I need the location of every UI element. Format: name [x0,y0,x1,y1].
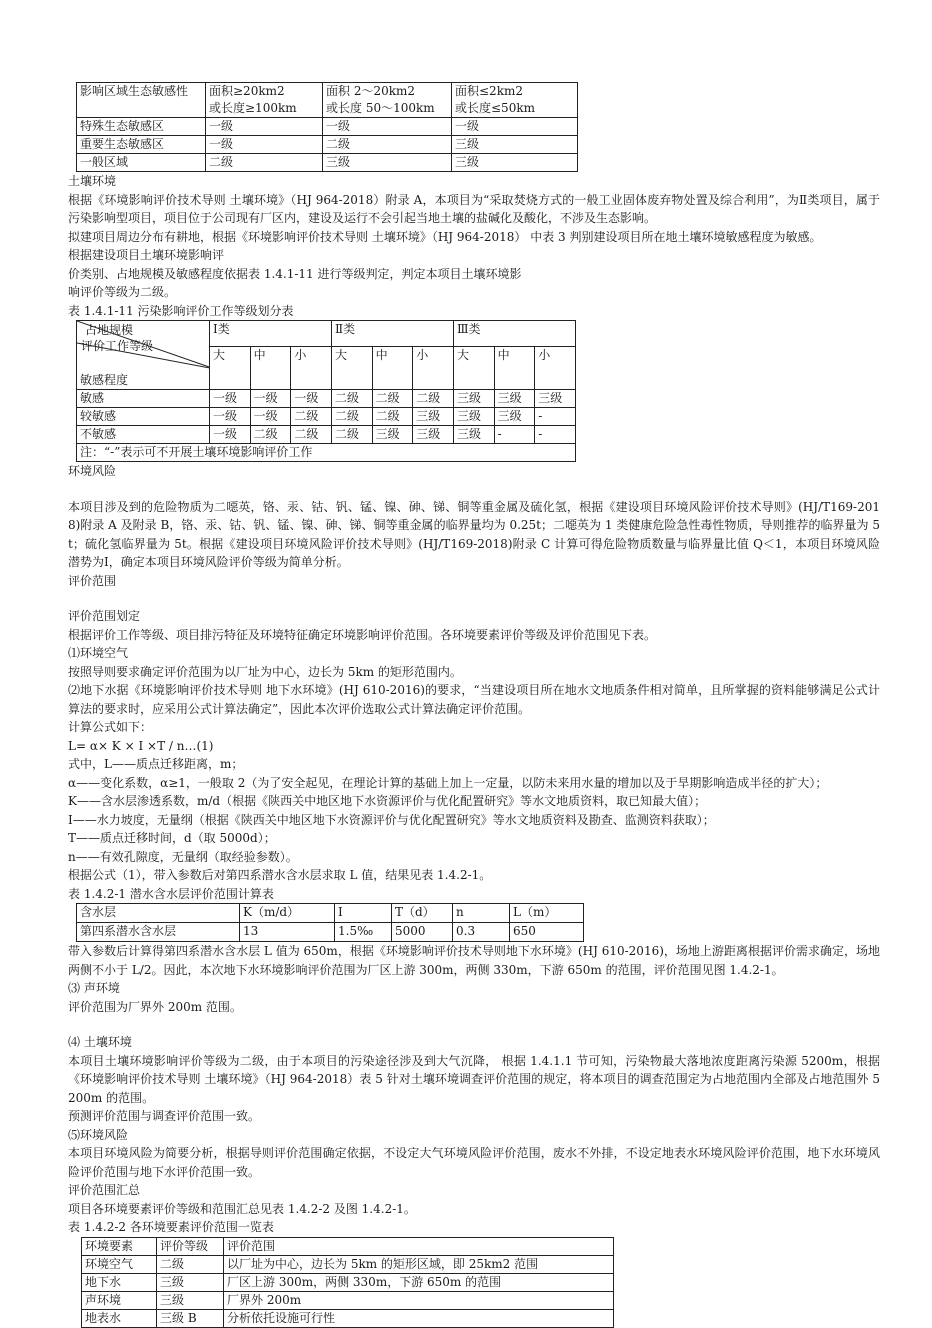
table-cell: 一级 [250,390,291,408]
table-header-cell: Ⅱ类 [331,321,453,347]
table-row [77,390,576,408]
diag-label-top: 占地规模 [85,323,134,337]
table-cell: 环境空气 [82,1255,157,1273]
table-header-cell: T（d） [392,904,453,923]
table-cell: 特殊生态敏感区 [77,118,206,136]
table-cell: 第四系潜水含水层 [77,923,240,942]
paragraph: 项目各环境要素评价等级和范围汇总见表 1.4.2-2 及图 1.4.2-1。 [68,1201,416,1216]
table-caption: 表 1.4.2-1 潜水含水层评价范围计算表 [68,886,274,901]
table-cell: 分析依托设施可行性 [224,1309,614,1327]
table-header-cell: Ⅲ类 [453,321,575,347]
table-header-cell: 面积≥20km2 或长度≥100km [206,83,323,118]
item-heading-soil: ⑷ 土壤环境 [68,1035,132,1049]
paragraph: 带入参数后计算得第四系潜水含水层 L 值为 650m，根据《环境影响评价技术导则地下水环境》(HJ 610-2016)，场地上游距离根据评价需求确定，场地两侧不小于 L/2。因此，本次地下水环境影响评价范围为厂区上游 300m，两侧 330m，下游 650m 的范围，评价范围见图 1.4.2-1。 [68,944,880,977]
table-cell: 三级 [453,390,494,408]
item-heading-noise: ⑶ 声环境 [68,981,120,995]
table-header-cell: 小 [413,347,454,390]
definition: K——含水层渗透系数，m/d（根据《陕西关中地区地下水资源评价与优化配置研究》等水文地质资料，取已知最大值）； [68,794,707,808]
item-heading-air: ⑴环境空气 [68,646,129,660]
table-cell: 一级 [250,408,291,426]
table-cell: 二级 [157,1255,224,1273]
table-cell: 重要生态敏感区 [77,136,206,154]
paragraph: 本项目土壤环境影响评价等级为二级，由于本项目的污染途径涉及到大气沉降， 根据 1.4.1.1 节可知，污染物最大落地浓度距离污染源 5200m，根据《环境影响评价技术导则 土壤环境》（HJ 964-2018）表 5 针对土壤环境调查评价范围的规定，将本项目的调查范围定为占地范围内全部及占地范围外 5200m 的范围。 [68,1053,880,1105]
paragraph: 响评价等级为二级。 [68,285,177,299]
table-cell: 以厂址为中心，边长为 5km 的矩形区域，即 25km2 范围 [224,1255,614,1273]
table-cell: 一般区域 [77,154,206,172]
soil-grade-table [76,320,576,462]
table-header-cell: 大 [210,347,251,390]
table-cell: 二级 [206,154,323,172]
paragraph: 预测评价范围与调查评价范围一致。 [68,1109,261,1123]
table-header-cell: 影响区域生态敏感性 [77,83,206,118]
table-cell: 地表水 [82,1309,157,1327]
section-heading-risk: 环境风险 [68,464,117,478]
table-row [77,444,576,462]
table-cell: 二级 [323,136,452,154]
diag-label-mid: 评价工作等级 [81,339,154,353]
table-row [77,923,584,942]
table-cell: 二级 [372,408,413,426]
scope-summary-table [81,1237,614,1328]
table-header-cell: 含水层 [77,904,240,923]
subsection-heading: 评价范围汇总 [68,1183,141,1197]
table-cell: 二级 [331,408,372,426]
table-cell: 三级 [452,136,578,154]
formula: L= α× K × I ×T / n…(1) [68,738,214,753]
table-cell: 一级 [206,118,323,136]
paragraph: 拟建项目周边分布有耕地，根据《环境影响评价技术导则 土壤环境》（HJ 964-2018） 中表 3 判别建设项目所在地土壤环境敏感程度为敏感。 [68,229,822,244]
table-cell: 三级 [494,408,535,426]
table-note: 注：“-”表示可不开展土壤环境影响评价工作 [77,444,576,462]
table-cell: 厂区上游 300m，两侧 330m，下游 650m 的范围 [224,1273,614,1291]
table-cell: 三级 [535,390,576,408]
table-row [77,321,576,347]
paragraph: 计算公式如下： [68,720,153,734]
paragraph: 根据建设项目土壤环境影响评 [68,248,225,262]
table-cell: 一级 [210,390,251,408]
paragraph: 本项目涉及到的危险物质为二噁英，铬、汞、钴、钒、锰、镍、砷、锑、铜等重金属及硫化氢，根据《建设项目环境风险评价技术导则》(HJ/T169-2018)附录 A 及附录 B，铬、汞、钴、钒、锰、镍、砷、锑、铜等重金属的临界量均为 0.25t；二噁英为 1 类健康危险急性毒性物质，导则推荐的临界量为 5t；硫化氢临界量为 5t。根据《建设项目环境风险评价技术导则》(HJ/T169-2018)附录 C 计算可得危险物质数量与临界量比值 Q＜1，本项目环境风险潜势为Ⅰ，确定本项目环境风险评价等级为简单分析。 [68,499,880,569]
table-cell: 三级 [157,1273,224,1291]
table-header-cell: 中 [250,347,291,390]
table-row [77,154,578,172]
table-cell: 三级 [372,426,413,444]
table-cell: 三级 [323,154,452,172]
table-cell: 三级 [157,1291,224,1309]
table-cell: 声环境 [82,1291,157,1309]
table-cell: 5000 [392,923,453,942]
table-caption: 表 1.4.2-2 各环境要素评价范围一览表 [68,1220,274,1234]
table-cell: 0.3 [453,923,510,942]
paragraph: 根据公式（1），带入参数后对第四系潜水含水层求取 L 值，结果见表 1.4.2-1。 [68,868,492,882]
table-cell: 二级 [331,390,372,408]
table-header-cell: n [453,904,510,923]
definition: 式中，L——质点迁移距离，m； [68,757,244,771]
table-header-cell: L（m） [510,904,584,923]
table-cell: 一级 [452,118,578,136]
section-heading-scope: 评价范围 [68,573,117,588]
table-header-cell: 面积≤2km2 或长度≤50km [452,83,578,118]
table-row [82,1255,614,1273]
table-cell: 一级 [206,136,323,154]
table-row [77,408,576,426]
table-cell: 厂界外 200m [224,1291,614,1309]
definition: α——变化系数，α≥1，一般取 2（为了安全起见，在理论计算的基础上加上一定量，以防未来用水量的增加以及于旱期影响造成半径的扩大）； [68,775,828,790]
diagonal-header-cell [77,321,210,390]
section-heading-soil: 土壤环境 [68,174,117,188]
subsection-heading: 评价范围划定 [68,609,141,623]
table-header-cell: 环境要素 [82,1237,157,1255]
table-row [77,118,578,136]
table-cell: 一级 [210,426,251,444]
table-row [82,1273,614,1291]
table-cell: 1.5‰ [335,923,392,942]
table-row [77,426,576,444]
table-cell: 三级 [453,408,494,426]
paragraph: 根据《环境影响评价技术导则 土壤环境》（HJ 964-2018）附录 A，本项目为“采取焚烧方式的一般工业固体废弃物处置及综合利用”，为Ⅱ类项目，属于污染影响型项目，项目位于公司现有厂区内，建设及运行不会引起当地土壤的盐碱化及酸化，不涉及生态影响。 [68,192,880,225]
paragraph: 本项目环境风险为简要分析，根据导则评价范围确定依据，不设定大气环境风险评价范围，废水不外排，不设定地表水环境风险评价范围，地下水环境风险评价范围与地下水评价范围一致。 [68,1146,880,1179]
table-cell: 三级 B [157,1309,224,1327]
table-cell: 敏感 [77,390,210,408]
table-header-cell: 评价等级 [157,1237,224,1255]
table-row [77,136,578,154]
table-cell: 二级 [291,426,332,444]
table-header-cell: I [335,904,392,923]
table-cell: 三级 [413,408,454,426]
table-header-cell: Ⅰ类 [210,321,332,347]
table-cell: 较敏感 [77,408,210,426]
ecological-grade-table [76,82,578,172]
table-row [77,83,578,118]
table-cell: 二级 [250,426,291,444]
table-cell: 三级 [452,154,578,172]
table-cell: 二级 [331,426,372,444]
table-cell: 地下水 [82,1273,157,1291]
table-cell: 二级 [413,390,454,408]
table-cell: 二级 [372,390,413,408]
paragraph: 价类别、占地规模及敏感程度依据表 1.4.1-11 进行等级判定，判定本项目土壤环境影 [68,266,522,281]
table-header-cell: 小 [291,347,332,390]
paragraph: ⑵地下水据《环境影响评价技术导则 地下水环境》(HJ 610-2016)的要求，“当建设项目所在地水文地质条件相对简单，且所掌握的资料能够满足公式计算法的要求时，应采用公式计算法确定”，因此本次评价选取公式计算法确定评价范围。 [68,683,880,716]
definition: I——水力坡度，无量纲（根据《陕西关中地区地下水资源评价与优化配置研究》等水文地质资料及勘查、监测资料获取）； [68,812,715,827]
aquifer-calc-table [76,903,584,942]
paragraph: 评价范围为厂界外 200m 范围。 [68,999,242,1014]
definition: n——有效孔隙度，无量纲（取经验参数）。 [68,849,298,864]
table-row [82,1291,614,1309]
table-cell: 三级 [494,390,535,408]
table-cell: 三级 [453,426,494,444]
definition: T——质点迁移时间，d（取 5000d）； [68,831,276,845]
table-header-cell: K（m/d） [240,904,335,923]
table-cell: 不敏感 [77,426,210,444]
table-caption: 表 1.4.1-11 污染影响评价工作等级划分表 [68,303,294,318]
table-header-cell: 中 [494,347,535,390]
paragraph: 根据评价工作等级、项目排污特征及环境特征确定环境影响评价范围。各环境要素评价等级及评价范围见下表。 [68,627,657,642]
table-header-cell: 大 [453,347,494,390]
table-row [77,904,584,923]
table-row [82,1237,614,1255]
table-cell: 13 [240,923,335,942]
table-header-cell: 评价范围 [224,1237,614,1255]
table-cell: 一级 [291,390,332,408]
table-header-cell: 面积 2～20km2 或长度 50～100km [323,83,452,118]
table-cell: 一级 [210,408,251,426]
table-row [82,1309,614,1327]
document-page [68,82,880,1328]
table-cell: 三级 [413,426,454,444]
table-header-cell: 小 [535,347,576,390]
paragraph: 按照导则要求确定评价范围为以厂址为中心，边长为 5km 的矩形范围内。 [68,664,462,679]
table-header-cell: 大 [331,347,372,390]
table-cell: - [535,408,576,426]
table-cell: - [535,426,576,444]
table-header-cell: 中 [372,347,413,390]
table-cell: 650 [510,923,584,942]
table-cell: - [494,426,535,444]
table-cell: 一级 [323,118,452,136]
diag-label-bottom: 敏感程度 [80,373,129,387]
table-cell: 二级 [291,408,332,426]
item-heading-risk: ⑸环境风险 [68,1127,129,1142]
